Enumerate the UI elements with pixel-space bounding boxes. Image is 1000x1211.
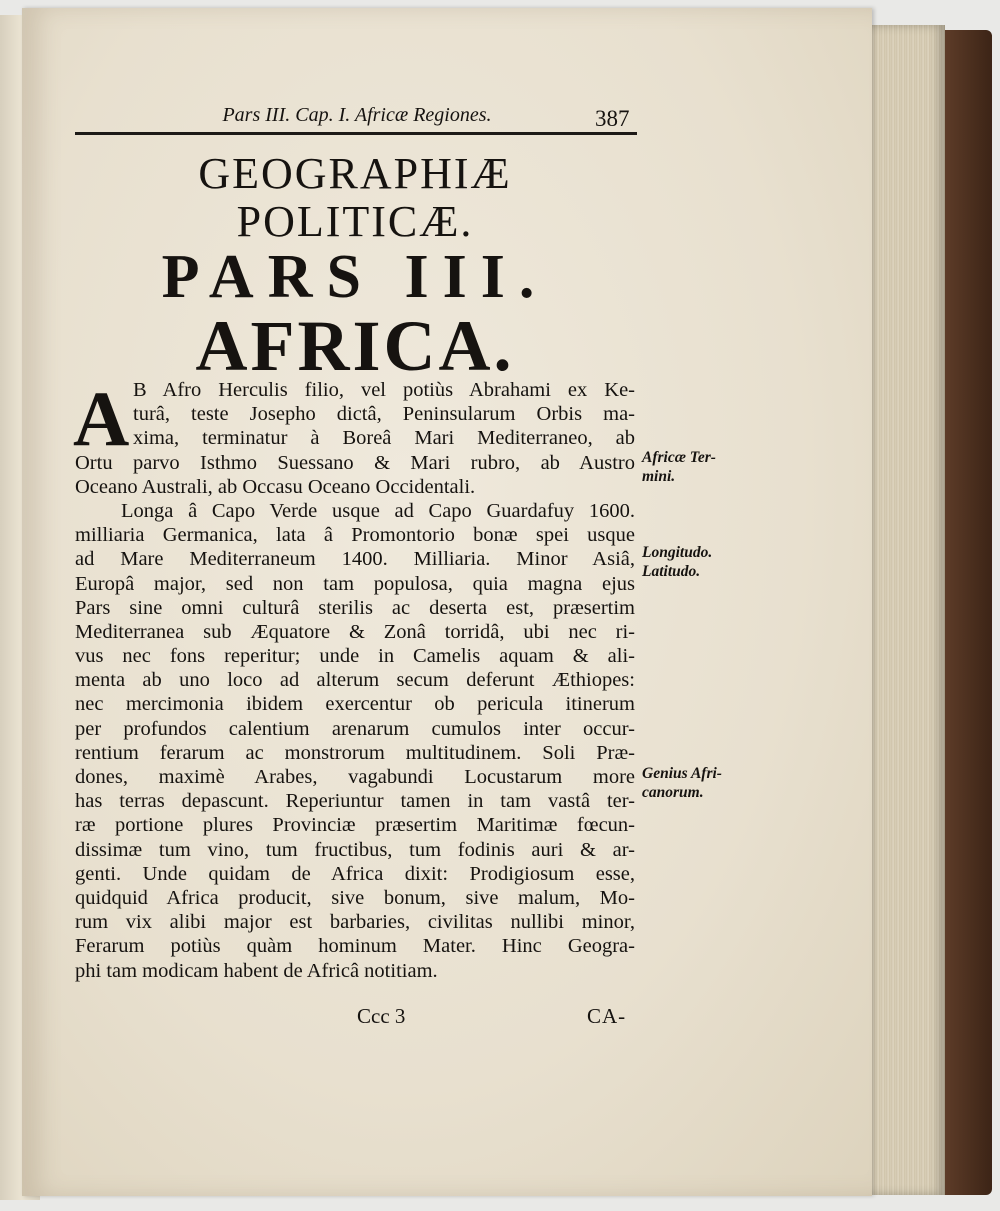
- text-line: genti. Unde quidam de Africa dixit: Prodigiosum esse,: [75, 862, 635, 885]
- text-line: dones, maximè Arabes, vagabundi Locustarum more: [75, 766, 635, 788]
- text-line: ad Mare Mediterraneum 1400. Milliaria. Minor Asiâ,: [75, 548, 635, 571]
- title-politicae: POLITICÆ.: [236, 197, 474, 246]
- margin-note-line: Latitudo.: [642, 563, 701, 580]
- margin-note-termini: [642, 448, 716, 486]
- text-line: Ortu parvo Isthmo Suessano & Mari rubro, ab Austro: [75, 451, 635, 474]
- text-line: milliaria Germanica, lata â Promontorio bonæ spei usque: [75, 524, 635, 547]
- margin-note-line: canorum.: [642, 784, 704, 801]
- text-line: per profundos calentium arenarum cumulos inter occur-: [75, 717, 635, 740]
- text-line: B Afro Herculis filio, vel potiùs Abrahami ex Ke-: [133, 379, 635, 401]
- text-line: menta ab uno loco ad alterum secum deferunt Æthiopes:: [75, 669, 635, 692]
- margin-note-line: Genius Afri-: [642, 765, 722, 782]
- text-line: quidquid Africa producit, sive bonum, sive malum, Mo-: [75, 886, 635, 909]
- margin-note-line: Africæ Ter-: [642, 449, 716, 466]
- text-line: Longa â Capo Verde usque ad Capo Guardafuy 1600.: [121, 499, 635, 522]
- text-line: phi tam modicam habent de Africâ notitiam.: [75, 959, 438, 982]
- text-line: xima, terminatur à Boreâ Mari Mediterraneo, ab: [133, 427, 635, 450]
- text-line: Mediterranea sub Æquatore & Zonâ torridâ, ubi nec ri-: [75, 620, 635, 643]
- margin-note-line: Longitudo.: [642, 544, 713, 561]
- title-africa: AFRICA.: [195, 306, 515, 386]
- text-line: Oceano Australi, ab Occasu Oceano Occidentali.: [75, 475, 476, 498]
- page-number: 387: [595, 106, 630, 131]
- margin-note-longitudo: [642, 543, 712, 581]
- page-stack-edge: [860, 25, 945, 1195]
- body-text: [73, 375, 635, 983]
- signature-mark: Ccc 3: [357, 1004, 406, 1028]
- text-line: vus nec fons reperitur; unde in Camelis aquam & ali-: [75, 645, 635, 668]
- text-line: ræ portione plures Provinciæ præsertim Maritimæ fœcun-: [75, 814, 635, 837]
- text-line: Pars sine omni culturâ sterilis ac deserta est, præsertim: [75, 596, 635, 619]
- margin-note-genius: [642, 764, 722, 802]
- text-line: nec mercimonia ibidem exercentur ob pericula itinerum: [75, 693, 635, 716]
- text-line: rum vix alibi major est barbaries, civilitas nullibi minor,: [75, 911, 635, 934]
- text-line: turâ, teste Josepho dictâ, Peninsularum Orbis ma-: [133, 403, 635, 426]
- text-line: dissimæ tum vino, tum fructibus, tum fodinis auri & ar-: [75, 838, 635, 861]
- text-line: Ferarum potiùs quàm hominum Mater. Hinc Geogra-: [75, 935, 635, 958]
- text-line: Europâ major, sed non tam populosa, quia magna ejus: [75, 572, 635, 595]
- margin-note-line: mini.: [642, 468, 676, 485]
- running-head: Pars III. Cap. I. Africæ Regiones.: [222, 104, 492, 126]
- catchword: CA-: [587, 1004, 627, 1028]
- text-line: rentium ferarum ac monstrorum multitudinem. Soli Præ-: [75, 741, 635, 764]
- drop-cap: A: [73, 375, 130, 462]
- title-geographiae: GEOGRAPHIÆ: [198, 149, 512, 198]
- book-page: [22, 8, 872, 1196]
- title-pars: PARS III.: [161, 243, 549, 311]
- header-rule: [75, 132, 637, 135]
- text-line: has terras depascunt. Reperiuntur tamen in tam vastâ ter-: [75, 790, 635, 813]
